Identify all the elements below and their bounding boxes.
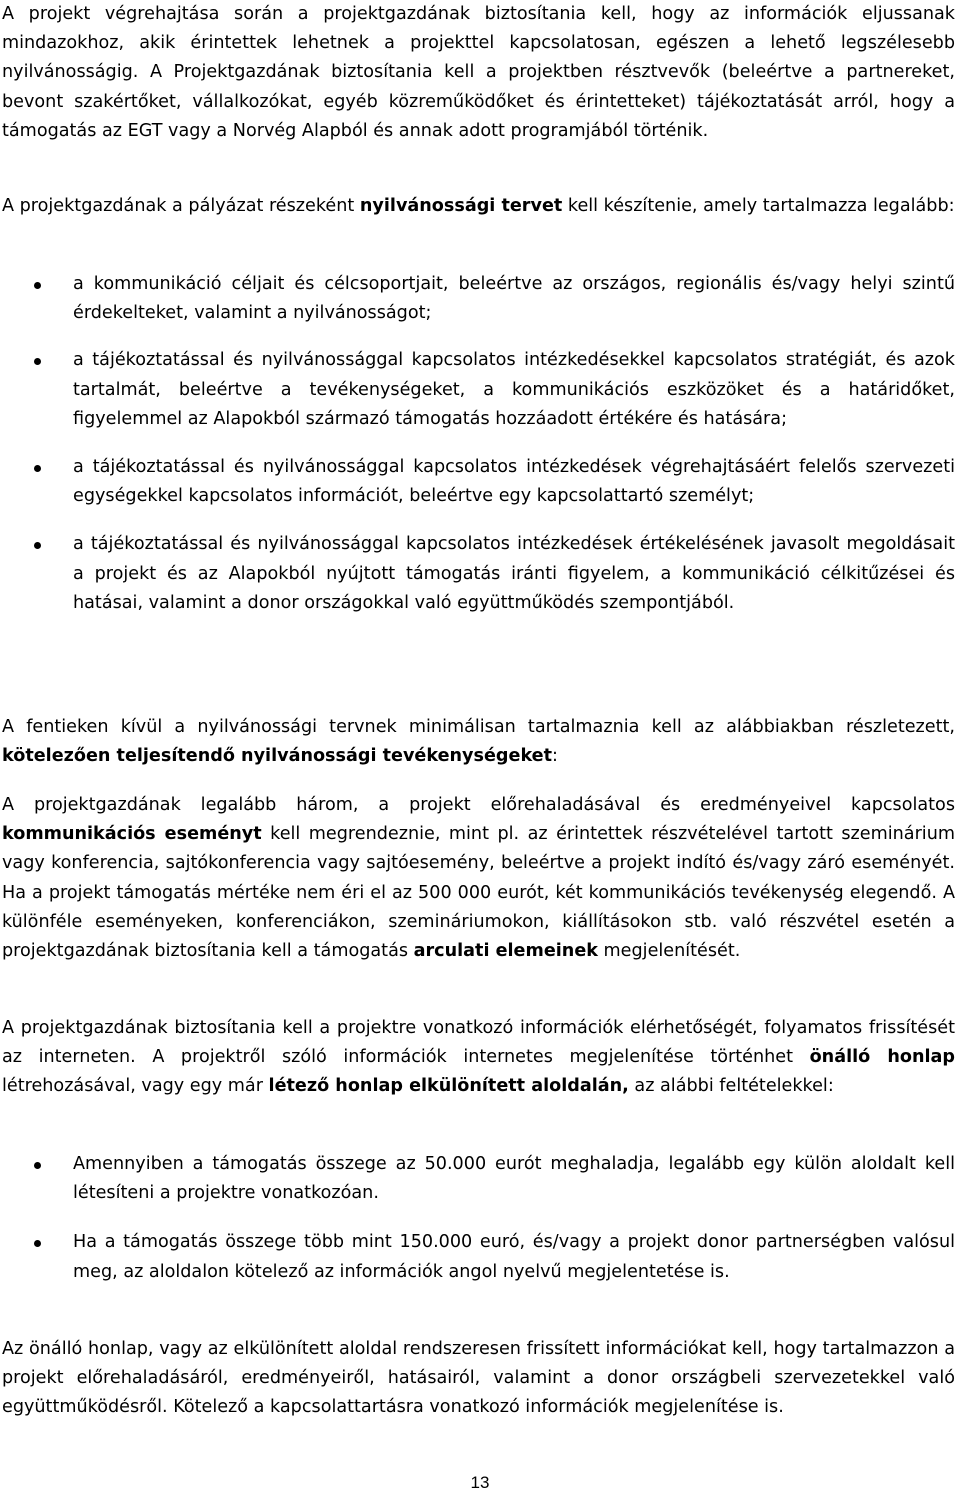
bullet-icon: [34, 282, 41, 289]
list-item-text: a kommunikáció céljait és célcsoportjait, beleértve az országos, regionális és/vagy helyi szintű érdekelteket, valamint a nyilvánosságot;: [73, 274, 955, 324]
website-text-3: az alábbi feltételekkel:: [628, 1076, 834, 1097]
list-item: [0, 346, 955, 434]
list-item-text: a tájékoztatással és nyilvánossággal kapcsolatos intézkedésekkel kapcsolatos stratégiát, és azok tartalmát, beleértve a tevékenységeket, a kommunikációs eszközöket és a határidőket, figyelemmel az Alapokból származó támogatás hozzáadott értékére és hatására;: [73, 350, 955, 429]
page-number: 13: [470, 1473, 490, 1492]
mandatory-bold: kötelezően teljesítendő nyilvánossági tevékenységeket: [2, 746, 553, 767]
publicity-plan-text-1: A projektgazdának a pályázat részeként: [2, 196, 360, 216]
paragraph-website-content: Az önálló honlap, vagy az elkülönített aloldal rendszeresen frissített információkat kell, hogy tartalmazzon a projekt előrehaladásáról, eredményeiről, hatásairól, valamint a donor országbeli szervezetekkel való együttműködésről. Kötelező a kapcsolattartásra vonatkozó információk megjelenítése is.: [2, 1339, 955, 1418]
website-bold-2: létező honlap elkülönített aloldalán,: [268, 1076, 629, 1097]
list-item-text: a tájékoztatással és nyilvánossággal kapcsolatos intézkedések értékelésének javasolt megoldásait a projekt és az Alapokból nyújtott támogatás iránti figyelem, a kommunikáció célkitűzései és hatásai, valamint a donor országokkal való együttműködés szempontjából.: [73, 534, 955, 613]
bullet-icon: [34, 358, 41, 365]
bullet-icon: [34, 1240, 41, 1247]
bullet-icon: [34, 1162, 41, 1169]
website-text-2: létrehozásával, vagy egy már: [2, 1076, 269, 1097]
list-item: [0, 1150, 955, 1208]
events-text-3: megjelenítését.: [597, 941, 741, 962]
website-conditions-list: [0, 1150, 955, 1287]
events-bold-1: kommunikációs eseményt: [2, 824, 262, 845]
list-item: [0, 453, 955, 511]
list-item-text: Amennyiben a támogatás összege az 50.000 eurót meghaladja, legalább egy külön aloldalt kell létesíteni a projektre vonatkozóan.: [73, 1154, 955, 1204]
list-item: [0, 530, 955, 618]
paragraph-mandatory: [2, 713, 955, 771]
list-item: [0, 1228, 955, 1286]
bullet-icon: [34, 465, 41, 472]
events-text-2: kell megrendeznie, mint pl. az érintettek részvételével tartott szeminárium vagy konferencia, sajtókonferencia vagy sajtóesemény, beleértve a projekt indító és/vagy záró eseményét. Ha a projekt támogatás mértéke nem éri el az 500 000 eurót, két kommunikációs tevékenység elegendő. A különféle eseményeken, konferenciákon, szemináriumokon, kiállításokon stb. való részvétel esetén a projektgazdának biztosítania kell a támogatás: [2, 824, 955, 962]
list-item: [0, 270, 955, 328]
website-text-1: A projektgazdának biztosítania kell a projektre vonatkozó információk elérhetőségét, folyamatos frissítését az interneten. A projektről szóló információk internetes megjelenítése történhet: [2, 1018, 955, 1068]
website-bold-1: önálló honlap: [809, 1047, 955, 1068]
events-bold-2: arculati elemeinek: [413, 941, 598, 962]
list-item-text: Ha a támogatás összege több mint 150.000 euró, és/vagy a projekt donor partnerségben valósul meg, az aloldalon kötelező az információk angol nyelvű megjelentetése is.: [73, 1232, 955, 1282]
paragraph-events: [2, 791, 955, 966]
events-text-1: A projektgazdának legalább három, a projekt előrehaladásával és eredményeivel kapcsolatos: [2, 795, 955, 815]
mandatory-text-1: A fentieken kívül a nyilvánossági tervnek minimálisan tartalmaznia kell az alábbiakban részletezett,: [2, 717, 955, 737]
paragraph-intro: A projekt végrehajtása során a projektgazdának biztosítania kell, hogy az információk eljussanak mindazokhoz, akik érintettek lehetnek a projekttel kapcsolatosan, egészen a lehető legszélesebb nyilvánosságig. A Projektgazdának biztosítania kell a projektben résztvevők (beleértve a partnereket, bevont szakértőket, vállalkozókat, egyéb közreműködőket és érintetteket) tájékoztatását arról, hogy a támogatás az EGT vagy a Norvég Alapból és annak adott programjából történik.: [2, 4, 955, 141]
publicity-plan-text-2: kell készítenie, amely tartalmazza legalább:: [562, 196, 955, 216]
publicity-plan-list: [0, 270, 955, 618]
mandatory-text-2: :: [552, 746, 558, 767]
bullet-icon: [34, 542, 41, 549]
paragraph-website: [2, 1014, 955, 1102]
paragraph-publicity-plan: [2, 192, 955, 221]
publicity-plan-bold: nyilvánossági tervet: [359, 196, 563, 216]
list-item-text: a tájékoztatással és nyilvánossággal kapcsolatos intézkedések végrehajtásáért felelős szervezeti egységekkel kapcsolatos információt, beleértve egy kapcsolattartó személyt;: [73, 457, 955, 507]
